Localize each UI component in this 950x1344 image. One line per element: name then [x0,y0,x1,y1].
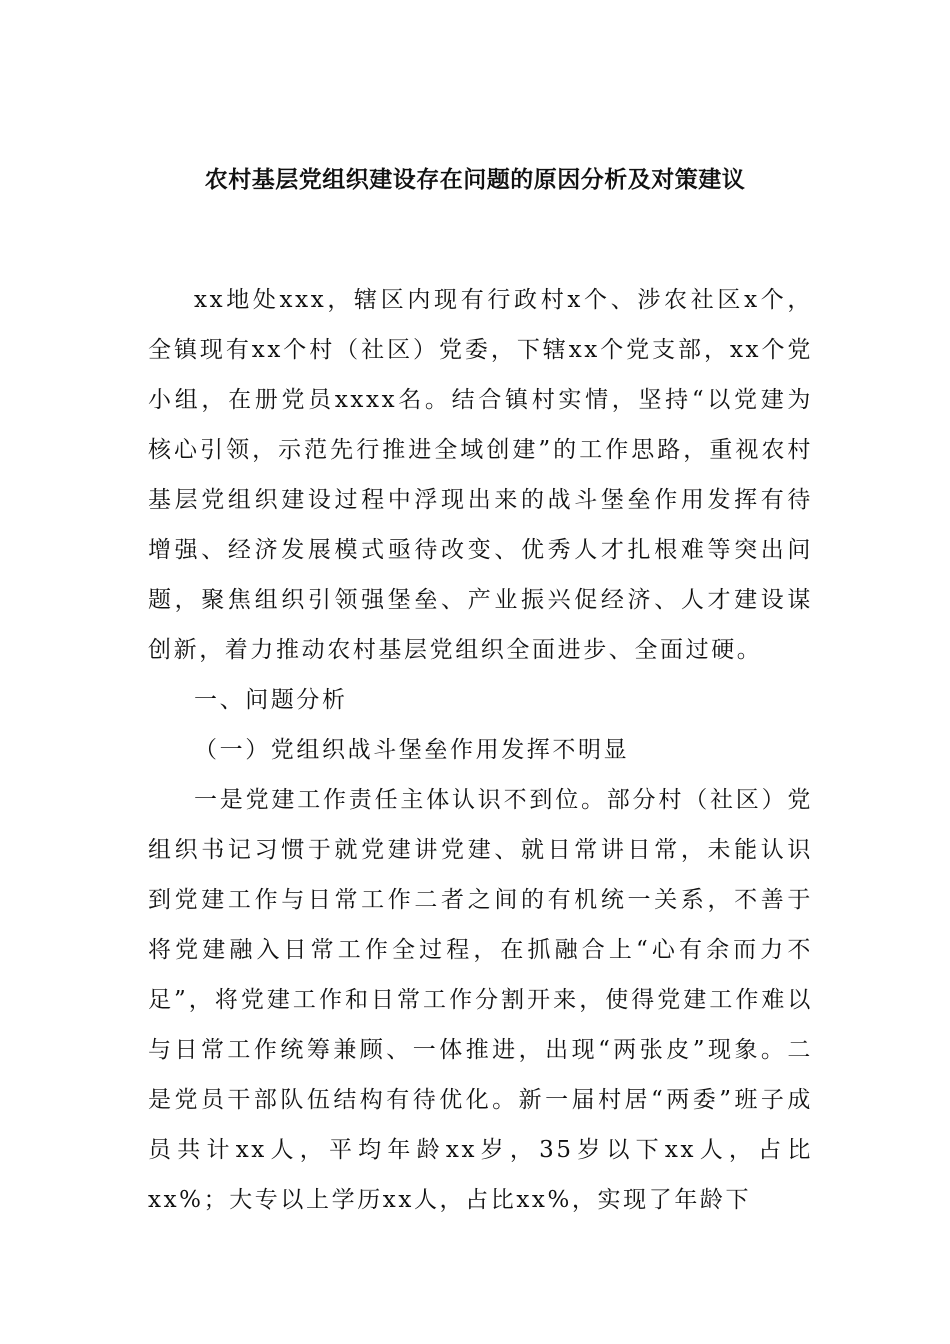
intro-paragraph: xx地处xxx，辖区内现有行政村x个、涉农社区x个，全镇现有xx个村（社区）党委，下辖xx个党支部，xx个党小组，在册党员xxxx名。结合镇村实情，坚持“以党建为核心引领，示范先行推进全域创建”的工作思路，重视农村基层党组织建设过程中浮现出来的战斗堡垒作用发挥有待增强、经济发展模式亟待改变、优秀人才扎根难等突出问题，聚焦组织引领强堡垒、产业振兴促经济、人才建设谋创新，着力推动农村基层党组织全面进步、全面过硬。 [148,287,813,663]
subsection-heading-1: （一）党组织战斗堡垒作用发挥不明显 [194,737,630,763]
body-paragraph-1: 一是党建工作责任主体认识不到位。部分村（社区）党组织书记习惯于就党建讲党建、就日常讲日常，未能认识到党建工作与日常工作二者之间的有机统一关系，不善于将党建融入日常工作全过程，在抓融合上“心有余而力不足”，将党建工作和日常工作分割开来，使得党建工作难以与日常工作统筹兼顾、一体推进，出现“两张皮”现象。二是党员干部队伍结构有待优化。新一届村居“两委”班子成员共计xx人，平均年龄xx岁，35岁以下xx人，占比xx%；大专以上学历xx人，占比xx%，实现了年龄下 [148,787,813,1213]
section-heading-problem-analysis: 一、问题分析 [194,687,348,713]
document-title: 农村基层党组织建设存在问题的原因分析及对策建议 [204,166,746,193]
document-body [148,275,813,1225]
